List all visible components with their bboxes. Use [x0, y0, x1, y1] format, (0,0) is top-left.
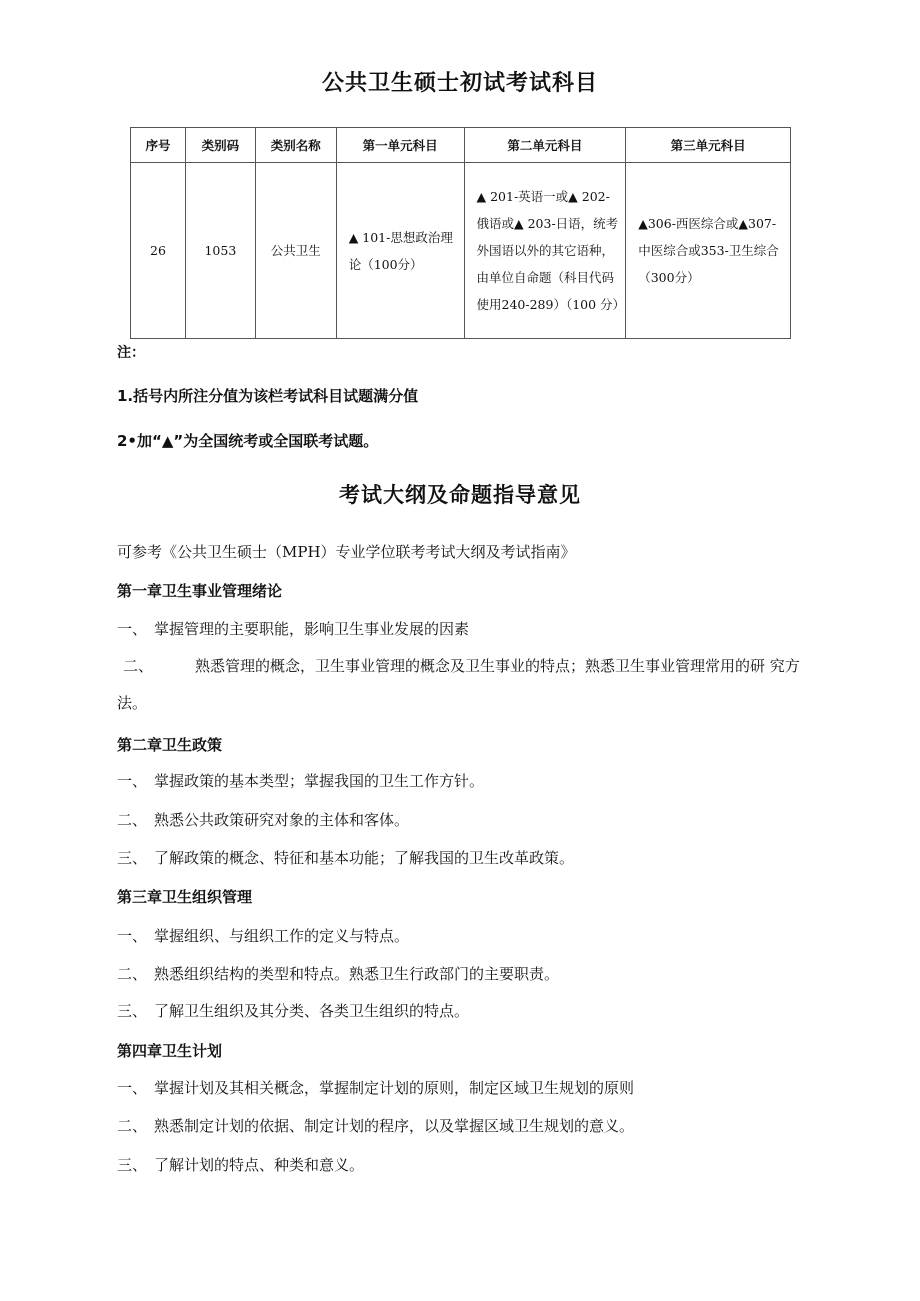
item-number: 一、 — [117, 927, 148, 945]
chapter-1-title: 第一章卫生事业管理绪论 — [117, 582, 283, 600]
chapter-2-item-3 — [117, 847, 574, 868]
item-number: 三、 — [117, 849, 148, 867]
cell-seq: 26 — [131, 163, 186, 339]
section-title: 考试大纲及命题指导意见 — [339, 483, 581, 507]
item-text: 掌握政策的基本类型；掌握我国的卫生工作方针。 — [154, 772, 485, 790]
header-unit3: 第三单元科目 — [626, 128, 791, 163]
chapter-4-item-3 — [117, 1154, 364, 1175]
chapter-2-item-2 — [117, 809, 409, 830]
item-text: 掌握组织、与组织工作的定义与特点。 — [154, 927, 410, 945]
page-title: 公共卫生硕士初试考试科目 — [321, 71, 598, 96]
item-text: 了解政策的概念、特征和基本功能；了解我国的卫生改革政策。 — [154, 849, 575, 867]
item-text: 熟悉公共政策研究对象的主体和客体。 — [154, 811, 410, 829]
item-number: 三、 — [117, 1156, 148, 1174]
item-text: 掌握计划及其相关概念，掌握制定计划的原则，制定区域卫生规划的原则 — [154, 1079, 635, 1097]
item-text: 了解卫生组织及其分类、各类卫生组织的特点。 — [154, 1002, 470, 1020]
chapter-3-title: 第三章卫生组织管理 — [117, 888, 253, 906]
chapter-4-item-1 — [117, 1077, 634, 1098]
item-number: 一、 — [117, 620, 148, 638]
item-number: 三、 — [117, 1002, 148, 1020]
item-text: 了解计划的特点、种类和意义。 — [154, 1156, 365, 1174]
item-text: 熟悉组织结构的类型和特点。熟悉卫生行政部门的主要职责。 — [154, 965, 560, 983]
header-unit1: 第一单元科目 — [336, 128, 464, 163]
chapter-4-title: 第四章卫生计划 — [117, 1042, 223, 1060]
item-text: 熟悉管理的概念，卫生事业管理的概念及卫生事业的特点；熟悉卫生事业管理常用的研 究方法。 — [117, 657, 800, 712]
cell-unit1: ▲ 101-思想政治理论（100分） — [336, 163, 464, 339]
cell-unit2: ▲ 201-英语一或▲ 202-俄语或▲ 203-日语，统考外国语以外的其它语种，由单位自命题（科目代码使用240-289）（100 分） — [464, 163, 626, 339]
chapter-2-item-1 — [117, 770, 484, 791]
item-text: 熟悉制定计划的依据、制定计划的程序，以及掌握区域卫生规划的意义。 — [154, 1117, 635, 1135]
chapter-1-item-2 — [117, 648, 807, 722]
table-row — [131, 163, 791, 339]
chapter-1-item-1 — [117, 618, 469, 639]
cell-name: 公共卫生 — [255, 163, 336, 339]
item-number: 二、 — [123, 657, 154, 675]
cell-unit3: ▲306-西医综合或▲307-中医综合或353-卫生综合（300分） — [626, 163, 791, 339]
item-text: 掌握管理的主要职能，影响卫生事业发展的因素 — [154, 620, 470, 638]
header-unit2: 第二单元科目 — [464, 128, 626, 163]
chapter-3-item-1 — [117, 925, 409, 946]
item-number: 二、 — [117, 1117, 148, 1135]
chapter-4-item-2 — [117, 1115, 634, 1136]
cell-code: 1053 — [185, 163, 255, 339]
item-number: 二、 — [117, 811, 148, 829]
note-1: 1.括号内所注分值为该栏考试科目试题满分值 — [117, 387, 419, 405]
header-name: 类别名称 — [255, 128, 336, 163]
item-number: 一、 — [117, 1079, 148, 1097]
note-2: 2•加“▲”为全国统考或全国联考试题。 — [117, 432, 379, 450]
exam-subjects-table — [130, 127, 791, 339]
header-code: 类别码 — [185, 128, 255, 163]
chapter-3-item-3 — [117, 1000, 469, 1021]
item-number: 二、 — [117, 965, 148, 983]
item-number: 一、 — [117, 772, 148, 790]
table-header-row — [131, 128, 791, 163]
notes-heading: 注： — [117, 345, 145, 361]
chapter-3-item-2 — [117, 963, 559, 984]
header-seq: 序号 — [131, 128, 186, 163]
chapter-2-title: 第二章卫生政策 — [117, 736, 223, 754]
reference-line: 可参考《公共卫生硕士（MPH）专业学位联考考试大纲及考试指南》 — [117, 543, 576, 561]
